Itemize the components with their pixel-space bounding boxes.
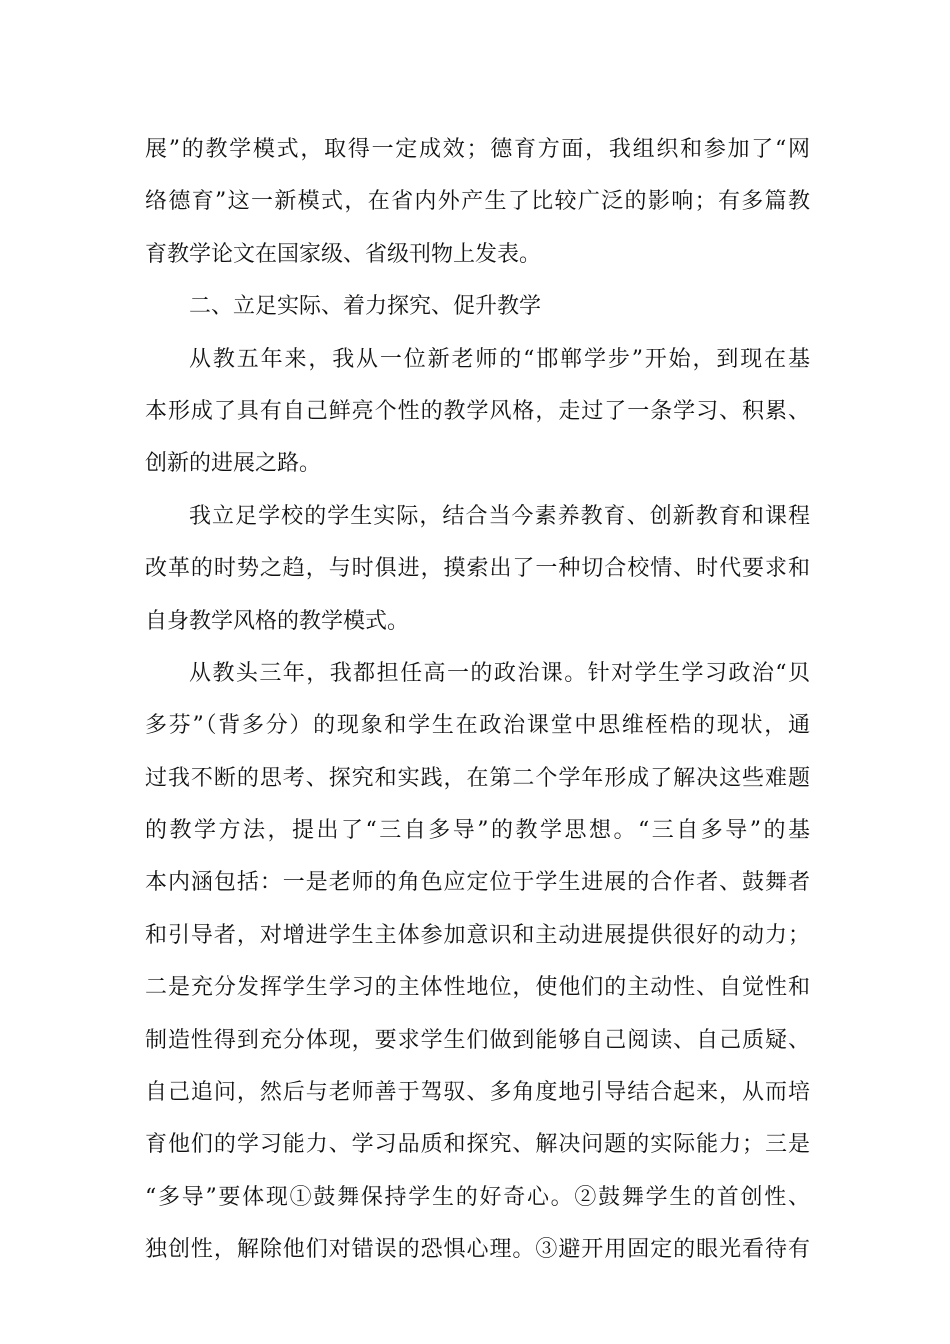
text-line: 独创性，解除他们对错误的恐惧心理。③避开用固定的眼光看待有 bbox=[145, 1237, 810, 1263]
text-line: 本形成了具有自己鲜亮个性的教学风格，走过了一条学习、积累、 bbox=[145, 398, 810, 424]
text-line: 自身教学风格的教学模式。 bbox=[145, 608, 410, 634]
text-line: “多导”要体现①鼓舞保持学生的好奇心。②鼓舞学生的首创性、 bbox=[145, 1184, 810, 1210]
text-line: 创新的进展之路。 bbox=[145, 451, 322, 477]
text-line: 本内涵包括：一是老师的角色应定位于学生进展的合作者、鼓舞者 bbox=[145, 870, 810, 896]
text-line: 制造性得到充分体现，要求学生们做到能够自己阅读、自己质疑、 bbox=[145, 1027, 810, 1053]
text-line: 我立足学校的学生实际，结合当今素养教育、创新教育和课程 bbox=[189, 503, 810, 529]
text-line: 改革的时势之趋，与时俱进，摸索出了一种切合校情、时代要求和 bbox=[145, 556, 810, 582]
body-text bbox=[145, 124, 810, 1277]
text-line: 育他们的学习能力、学习品质和探究、解决问题的实际能力；三是 bbox=[145, 1132, 810, 1158]
text-line: 从教五年来，我从一位新老师的“邯郸学步”开始，到现在基 bbox=[189, 346, 810, 372]
text-line: 的教学方法，提出了“三自多导”的教学思想。“三自多导”的基 bbox=[145, 818, 810, 844]
text-line: 多芬”（背多分）的现象和学生在政治课堂中思维桎梏的现状，通 bbox=[145, 713, 810, 739]
text-line: 二是充分发挥学生学习的主体性地位，使他们的主动性、自觉性和 bbox=[145, 975, 810, 1001]
text-line: 过我不断的思考、探究和实践，在第二个学年形成了解决这些难题 bbox=[145, 765, 810, 791]
text-line: 自己追问，然后与老师善于驾驭、多角度地引导结合起来，从而培 bbox=[145, 1080, 810, 1106]
text-line: 络德育”这一新模式，在省内外产生了比较广泛的影响；有多篇教 bbox=[145, 189, 810, 215]
text-line: 育教学论文在国家级、省级刊物上发表。 bbox=[145, 241, 542, 267]
text-line: 和引导者，对增进学生主体参加意识和主动进展提供很好的动力； bbox=[145, 922, 810, 948]
text-line: 从教头三年，我都担任高一的政治课。针对学生学习政治“贝 bbox=[189, 660, 810, 686]
text-line: 展”的教学模式，取得一定成效；德育方面，我组织和参加了“网 bbox=[145, 137, 810, 162]
section-heading: 二、立足实际、着力探究、促升教学 bbox=[189, 294, 542, 320]
